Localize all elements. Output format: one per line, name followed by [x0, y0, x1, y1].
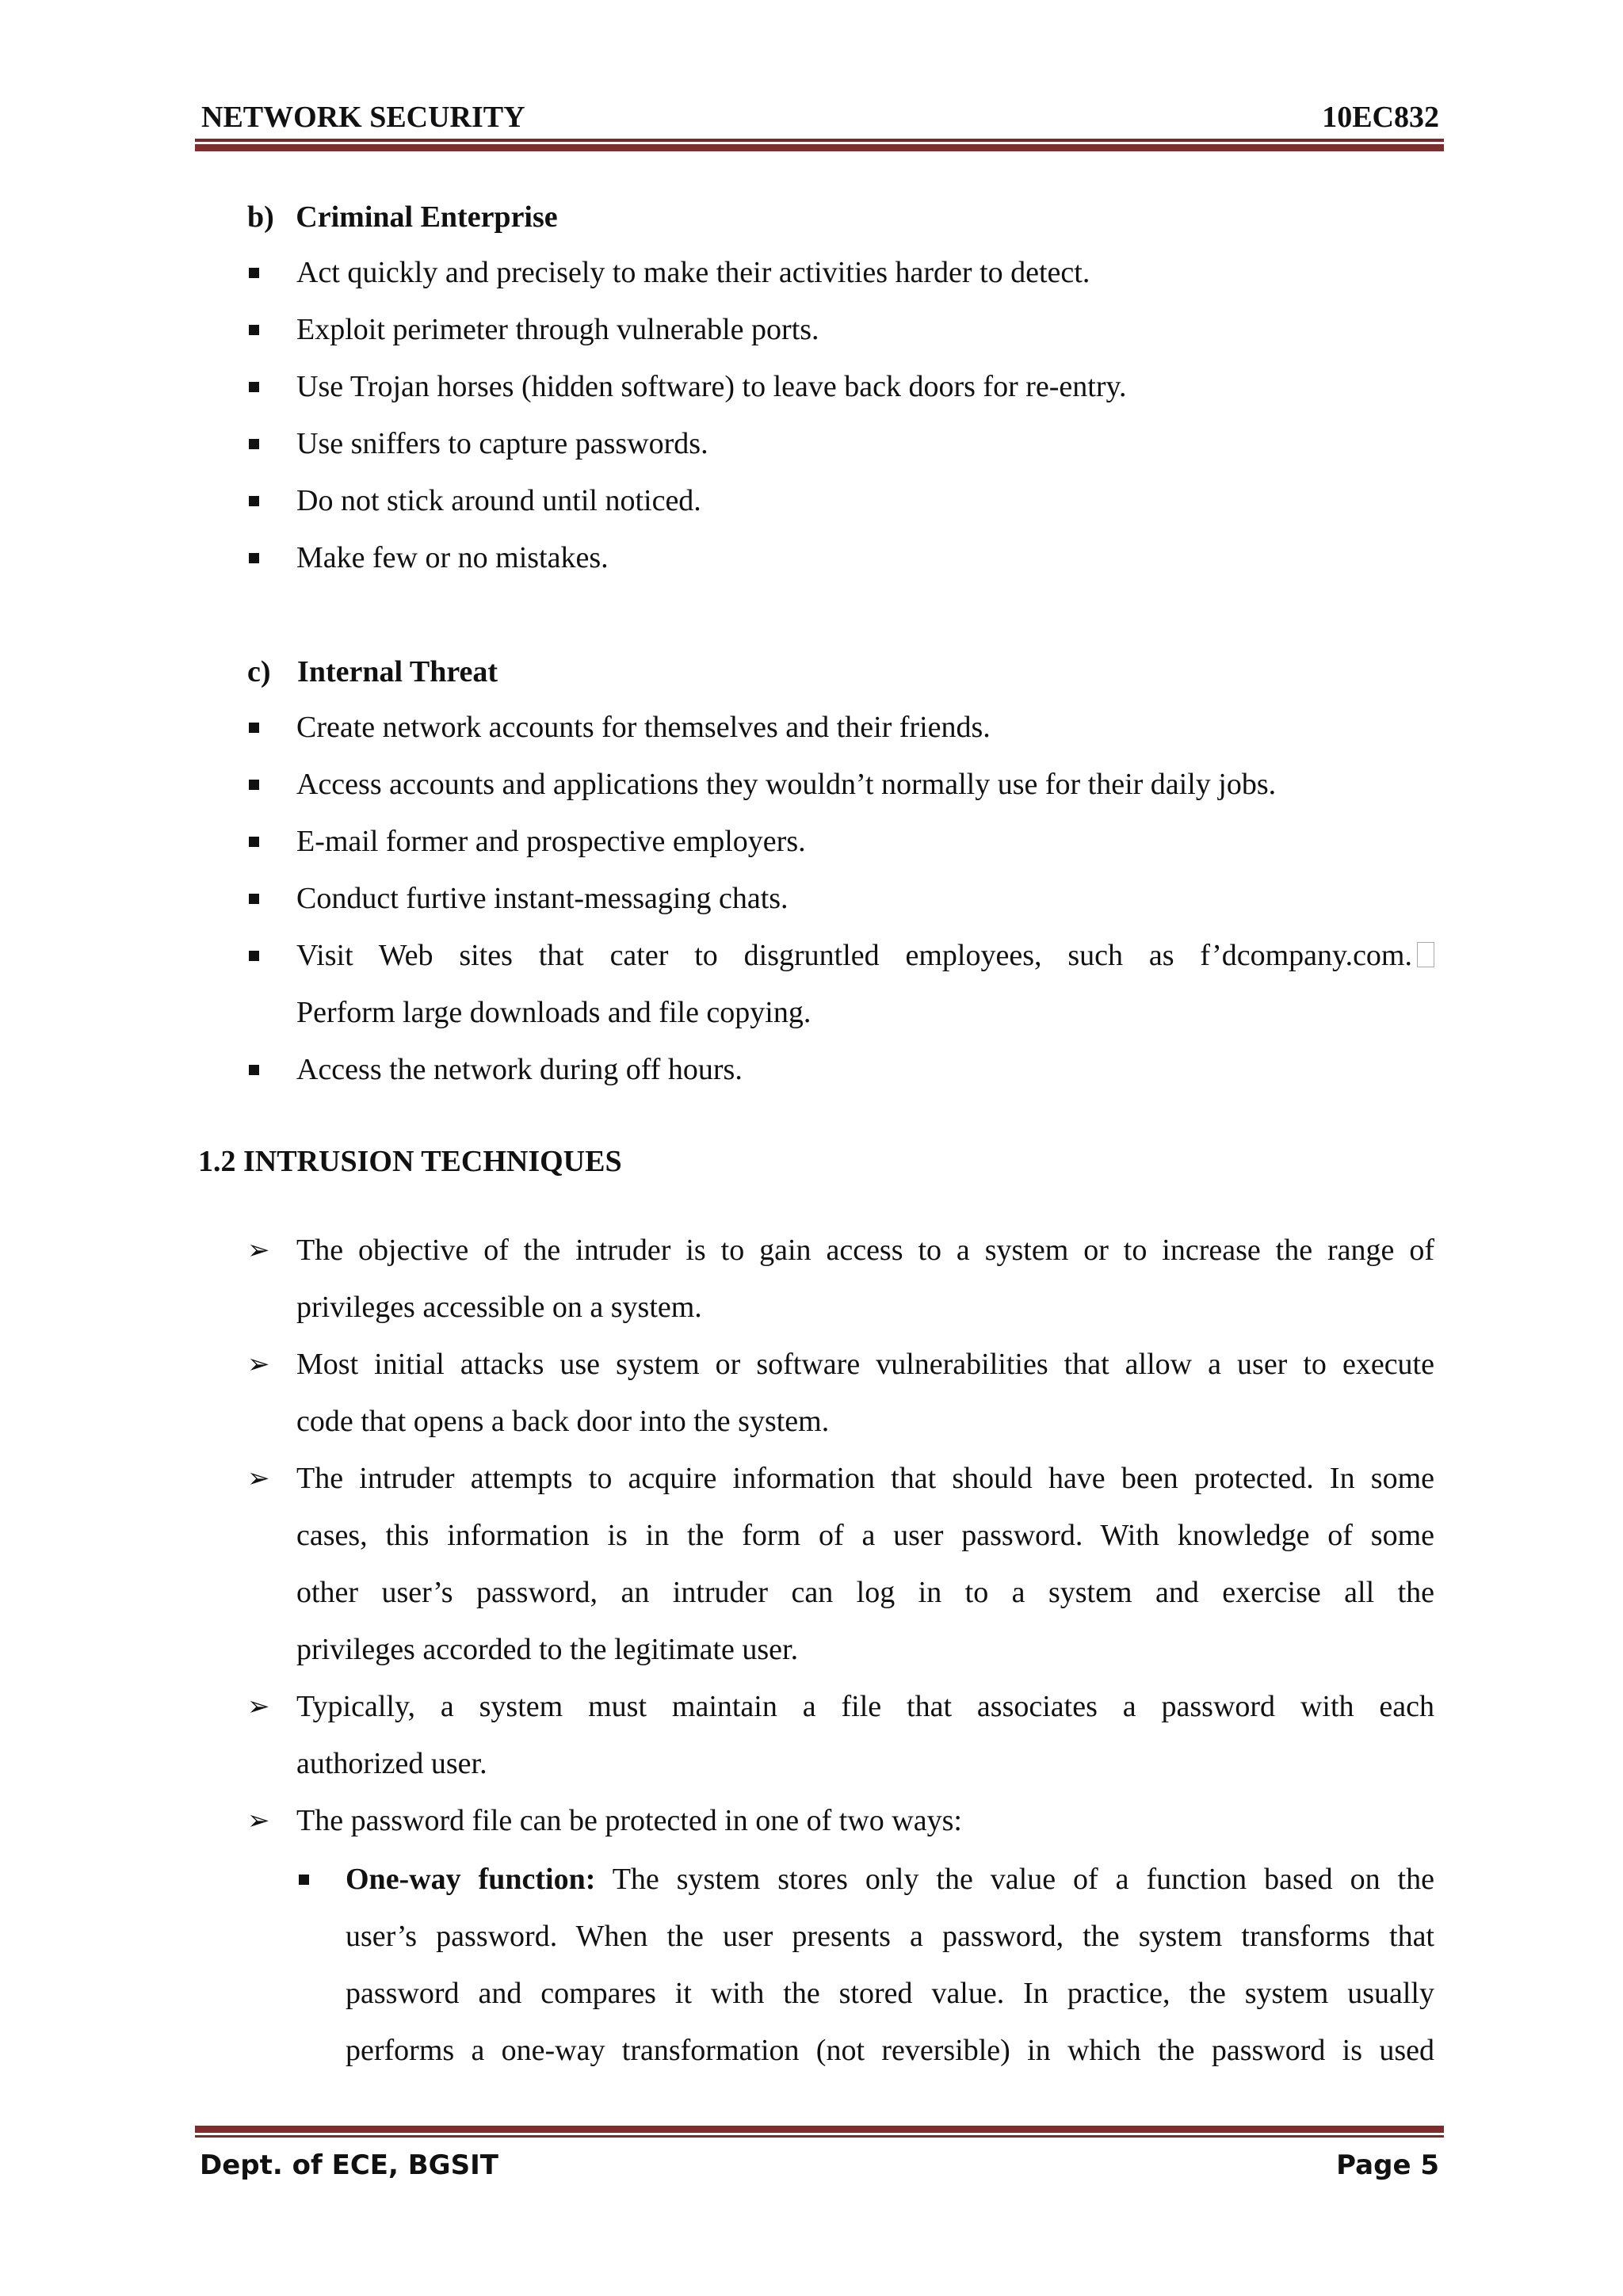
list-item-text: Exploit perimeter through vulnerable ports.: [296, 313, 819, 346]
list-item-text: [296, 938, 1434, 973]
list-item-text: authorized user.: [296, 1747, 487, 1780]
header-title: NETWORK SECURITY: [201, 101, 525, 134]
section-c-title: Internal Threat: [297, 655, 498, 688]
arrow-bullet-icon: ➢: [247, 1234, 270, 1266]
square-bullet-icon: [249, 723, 259, 733]
square-bullet-icon: [299, 1875, 309, 1885]
list-item-text: other user’s password, an intruder can log in to a system and exercise all the: [296, 1576, 1434, 1609]
section-c-label: c): [247, 655, 271, 688]
square-bullet-icon: [249, 553, 259, 563]
list-item-text: Most initial attacks use system or software vulnerabilities that allow a user to execute: [296, 1348, 1434, 1381]
page-header: [198, 97, 1442, 136]
list-item-text: Make few or no mistakes.: [296, 541, 609, 574]
list-item-text: The intruder attempts to acquire information that should have been protected. In some: [296, 1462, 1434, 1495]
square-bullet-icon: [249, 496, 259, 506]
list-item-text: E-mail former and prospective employers.: [296, 825, 806, 858]
square-bullet-icon: [249, 325, 259, 335]
list-item-text: Access accounts and applications they wouldn’t normally use for their daily jobs.: [296, 768, 1277, 801]
header-course-code: 10EC832: [1322, 101, 1439, 134]
list-item-text: privileges accorded to the legitimate user.: [296, 1633, 799, 1666]
list-item-text: Create network accounts for themselves and their friends.: [296, 711, 991, 744]
header-rule-thick: [195, 144, 1444, 151]
term-description: The system stores only the value of a function based on the: [612, 1863, 1434, 1896]
arrow-bullet-icon: ➢: [247, 1463, 270, 1494]
list-item-text: Conduct furtive instant-messaging chats.: [296, 882, 789, 915]
list-item-text: cases, this information is in the form of a user password. With knowledge of some: [296, 1519, 1434, 1552]
list-item-text: Do not stick around until noticed.: [296, 484, 701, 517]
sub-list-item-text: [346, 1862, 1434, 1897]
list-item-text: The objective of the intruder is to gain access to a system or to increase the range of: [296, 1234, 1434, 1267]
list-item-text: The password file can be protected in one of two ways:: [296, 1804, 962, 1837]
page-footer: [198, 2145, 1442, 2184]
page-number: Page 5: [1336, 2149, 1439, 2181]
list-item-text: Use Trojan horses (hidden software) to leave back doors for re-entry.: [296, 370, 1127, 403]
square-bullet-icon: [249, 780, 259, 790]
footer-department: Dept. of ECE, BGSIT: [200, 2149, 498, 2181]
header-rule-thin: [195, 139, 1444, 142]
square-bullet-icon: [249, 439, 259, 449]
list-item-text: privileges accessible on a system.: [296, 1291, 702, 1324]
list-item-text: Use sniffers to capture passwords.: [296, 427, 708, 460]
arrow-bullet-icon: ➢: [247, 1805, 270, 1836]
term-label: One-way function:: [346, 1863, 596, 1896]
square-bullet-icon: [249, 268, 259, 278]
arrow-bullet-icon: ➢: [247, 1691, 270, 1722]
missing-glyph-icon: [1417, 942, 1434, 967]
section-b-title: Criminal Enterprise: [296, 200, 558, 234]
sub-list-item-text: password and compares it with the stored value. In practice, the system usually: [346, 1977, 1434, 2010]
list-item-text: code that opens a back door into the system.: [296, 1405, 830, 1438]
section-heading: 1.2 INTRUSION TECHNIQUES: [198, 1145, 622, 1178]
footer-rule-thin: [195, 2135, 1444, 2138]
square-bullet-icon: [249, 894, 259, 904]
list-item-text: Act quickly and precisely to make their activities harder to detect.: [296, 256, 1090, 289]
square-bullet-icon: [249, 837, 259, 847]
sub-list-item-text: user’s password. When the user presents a password, the system transforms that: [346, 1920, 1434, 1953]
list-item-text: Access the network during off hours.: [296, 1053, 743, 1086]
square-bullet-icon: [249, 382, 259, 392]
section-c-heading: [247, 654, 498, 689]
list-item-text: Typically, a system must maintain a file that associates a password with each: [296, 1690, 1434, 1723]
arrow-bullet-icon: ➢: [247, 1348, 270, 1380]
square-bullet-icon: [249, 951, 259, 961]
list-item-text: Perform large downloads and file copying.: [296, 996, 812, 1029]
section-b-label: b): [247, 200, 274, 234]
sub-list-item-text: performs a one-way transformation (not reversible) in which the password is used: [346, 2034, 1434, 2067]
footer-rule-thick: [195, 2126, 1444, 2133]
square-bullet-icon: [249, 1065, 259, 1075]
list-item-text-main: Visit Web sites that cater to disgruntled employees, such as f’dcompany.com.: [296, 939, 1412, 972]
section-b-heading: [247, 200, 558, 235]
